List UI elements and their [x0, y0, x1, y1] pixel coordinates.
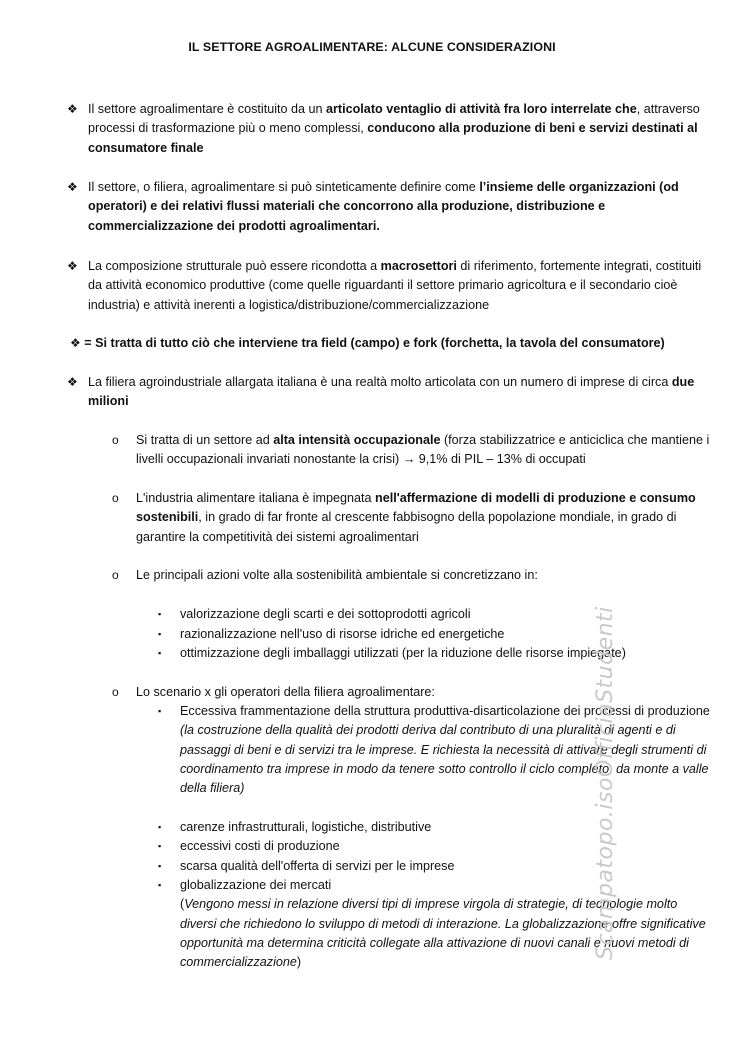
- circle-bullet-icon: o: [112, 568, 119, 582]
- circle-bullet-icon: o: [112, 685, 119, 699]
- p3-text-b: macrosettori: [380, 259, 457, 273]
- sub-sub-item: [158, 605, 714, 624]
- s4-text: Lo scenario x gli operatori della filiera agroalimentare:: [136, 685, 435, 699]
- p2-text-a: Il settore, o filiera, agroalimentare si può sinteticamente definire come: [88, 180, 480, 194]
- p1-text-d: conducono alla produzione di beni e servizi destinati al consumatore finale: [88, 121, 698, 155]
- s4-item-5-close: ): [296, 955, 302, 970]
- diamond-bullet-icon: ❖: [70, 336, 81, 350]
- sub-sub-item: [158, 818, 714, 837]
- square-bullet-icon: ▪: [158, 841, 162, 851]
- s3-item-1: valorizzazione degli scarti e dei sottoprodotti agricoli: [180, 607, 471, 621]
- sub-item-2: [112, 489, 714, 547]
- square-bullet-icon: ▪: [158, 861, 162, 871]
- sub-sub-item: [158, 876, 714, 972]
- document-title: IL SETTORE AGROALIMENTARE: ALCUNE CONSIDERAZIONI: [188, 40, 556, 54]
- square-bullet-icon: ▪: [158, 880, 162, 890]
- bullet-paragraph-5: [67, 373, 713, 412]
- s3-item-2: razionalizzazione nell'uso di risorse idriche ed energetiche: [180, 627, 505, 641]
- right-arrow-icon: →: [402, 452, 416, 467]
- diamond-bullet-icon: ❖: [67, 102, 78, 116]
- s3-item-3: ottimizzazione degli imballaggi utilizzati (per la riduzione delle risorse impiegate): [180, 646, 626, 660]
- p2-text-b: l’insieme delle organizzazioni (od operatori) e dei relativi flussi materiali che concorrono alla produzione, distribuzione e commercializzazione dei prodotti agroalimentari.: [88, 180, 679, 233]
- diamond-bullet-icon: ❖: [67, 259, 78, 273]
- s4-item-5-open: (: [180, 897, 185, 912]
- s4-item-5-note: Vengono messi in relazione diversi tipi di imprese virgola di strategie, di tecnologie molto diversi che richiedono lo sviluppo di metodi di interazione. La globalizzazione offre significative opportunità ma determina criticità collegate alla attivazione di nuovi canali e nuovi metodi di commercializzazione: [180, 897, 706, 970]
- sub-sub-item: [158, 702, 714, 798]
- sub-sub-item: [158, 644, 714, 663]
- p1-text-b: articolato ventaglio di attività fra loro interrelate che: [326, 102, 637, 116]
- s2-text-a: L'industria alimentare italiana è impegnata: [136, 491, 376, 505]
- square-bullet-icon: ▪: [158, 609, 162, 619]
- bullet-paragraph-4: [70, 334, 720, 353]
- bullet-paragraph-1: [67, 100, 713, 158]
- s4-item-2: carenze infrastrutturali, logistiche, distributive: [180, 820, 432, 834]
- s3-text: Le principali azioni volte alla sostenibilità ambientale si concretizzano in:: [136, 568, 538, 582]
- p4-text: = Si tratta di tutto ciò che interviene tra field (campo) e fork (forchetta, la tavola del consumatore): [84, 336, 665, 350]
- s4-item-1-note: (la costruzione della qualità dei prodotti deriva dal contributo di una pluralità di agenti e di passaggi di beni e di servizi tra le imprese. E richiesta la necessità di attivare degli strumenti di coordinamento tra imprese in modo da tenere sotto controllo il ciclo completo, da monte a valle della filiera): [180, 723, 709, 796]
- s4-item-3: eccessivi costi di produzione: [180, 839, 340, 853]
- s1-text-c: (forza stabilizzatrice e anticiclica che mantiene i livelli occupazionali invariati nonostante la crisi): [136, 433, 710, 467]
- circle-bullet-icon: o: [112, 433, 119, 447]
- s1-text-a: Si tratta di un settore ad: [136, 433, 274, 447]
- diamond-bullet-icon: ❖: [67, 375, 78, 389]
- square-bullet-icon: ▪: [158, 822, 162, 832]
- p5-text-a: La filiera agroindustriale allargata italiana è una realtà molto articolata con un numero di imprese di circa: [88, 375, 672, 389]
- bullet-paragraph-3: [67, 257, 713, 315]
- bullet-paragraph-2: [67, 178, 713, 236]
- square-bullet-icon: ▪: [158, 706, 162, 716]
- watermark-text: Scampatopo.isoOfficiaStudenti: [593, 606, 618, 960]
- s1-text-b: alta intensità occupazionale: [273, 433, 441, 447]
- s4-item-5-main: globalizzazione dei mercati: [180, 878, 332, 892]
- sub-item-3: [112, 566, 714, 585]
- s2-text-b: nell'affermazione di modelli di produzione e consumo sostenibili: [136, 491, 696, 525]
- sub-sub-item: [158, 837, 714, 856]
- square-bullet-icon: ▪: [158, 629, 162, 639]
- sub-sub-item: [158, 625, 714, 644]
- p5-text-b: due milioni: [88, 375, 695, 409]
- p1-text-a: Il settore agroalimentare è costituito da un: [88, 102, 327, 116]
- s4-item-1-main: Eccessiva frammentazione della struttura produttiva-disarticolazione dei processi di produzione: [180, 704, 710, 718]
- p1-text-c: , attraverso processi di trasformazione più o meno complessi,: [88, 102, 700, 136]
- sub-item-1: [112, 431, 714, 470]
- s2-text-c: , in grado di far fronte al crescente fabbisogno della popolazione mondiale, in grado di garantire la competitività dei sistemi agroalimentari: [136, 510, 677, 544]
- p3-text-c: di riferimento, fortemente integrati, costituiti da attività economico produttive (come quelle riguardanti il settore primario agricoltura e il secondario cioè industria) e attività inerenti a logistica/distribuzione/commercializzazione: [88, 259, 702, 312]
- sub-item-4: [112, 683, 714, 702]
- sub-sub-item: [158, 857, 714, 876]
- s4-item-4: scarsa qualità dell'offerta di servizi per le imprese: [180, 859, 455, 873]
- diamond-bullet-icon: ❖: [67, 180, 78, 194]
- circle-bullet-icon: o: [112, 491, 119, 505]
- square-bullet-icon: ▪: [158, 648, 162, 658]
- p3-text-a: La composizione strutturale può essere ricondotta a: [88, 259, 381, 273]
- s1-text-d: 9,1% di PIL – 13% di occupati: [415, 452, 586, 467]
